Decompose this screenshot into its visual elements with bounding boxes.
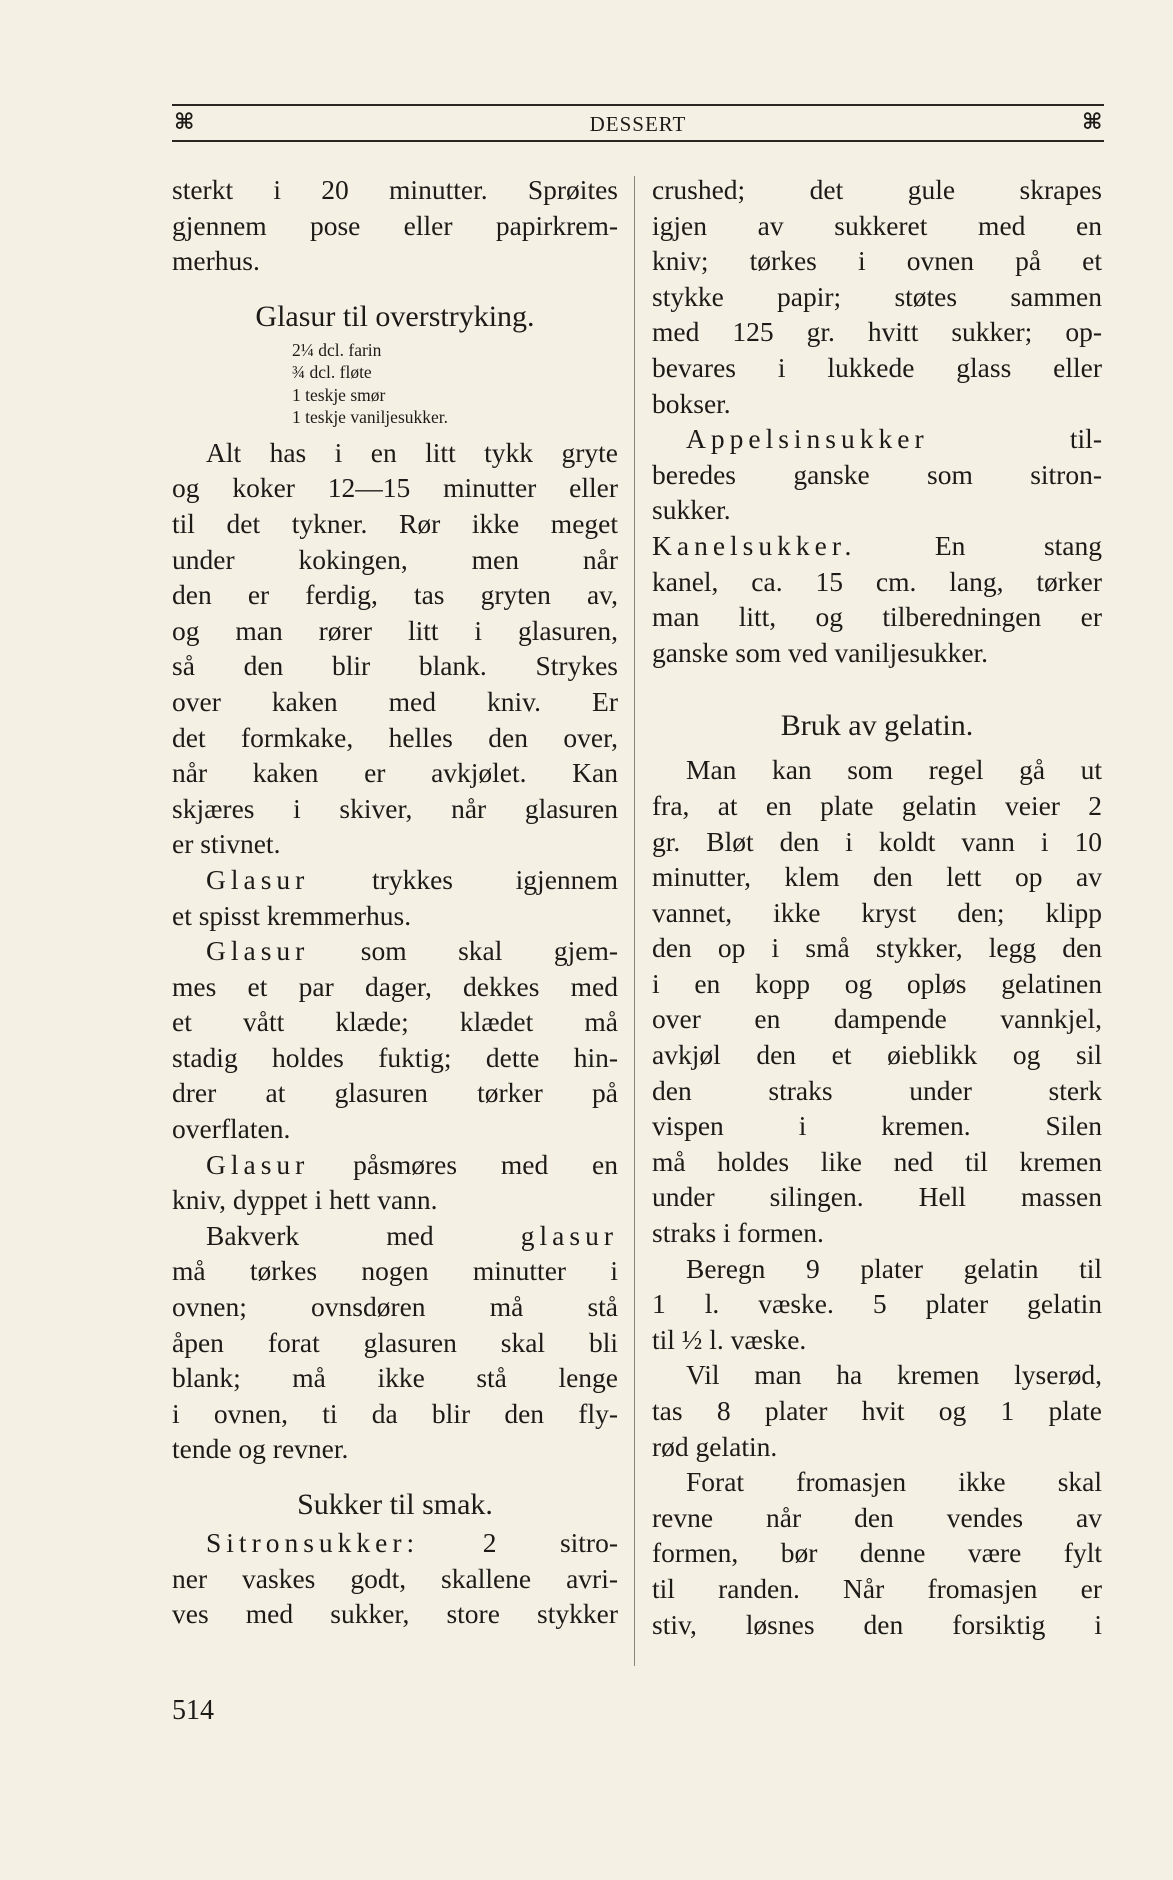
section-heading-sukker: Sukker til smak. (297, 1488, 493, 1521)
text-line: ves med sukker, store stykker (172, 1598, 618, 1630)
text-line: og koker 12—15 minutter eller (172, 472, 618, 504)
text-line: sterkt i 20 minutter. Sprøites (172, 174, 618, 205)
spaced-term: Kanelsukker. (652, 529, 857, 561)
text-line: sukker. (652, 494, 731, 526)
ingredient-item: 1 teskje vaniljesukker. (292, 407, 449, 428)
spacer (172, 279, 618, 299)
text-line: et spisst kremmerhus. (172, 899, 412, 931)
text-line: er stivnet. (172, 828, 281, 860)
text-line: over en dampende vannkjel, (652, 1003, 1102, 1035)
text-line: til ½ l. væske. (652, 1323, 807, 1355)
spaced-term: Glasur (206, 935, 310, 967)
section-heading-gelatin: Bruk av gelatin. (780, 709, 974, 743)
ingredient-list (172, 339, 618, 429)
spaced-term: Sitronsukker: (206, 1527, 420, 1558)
text-line: igjen av sukkeret med en (652, 209, 1102, 241)
text-line: stykke papir; støtes sammen (652, 280, 1102, 312)
text-line: beredes ganske som sitron- (652, 458, 1102, 490)
text-run: trykkes igjennem (372, 863, 618, 895)
spacer (652, 744, 1102, 752)
section-heading-glasur: Glasur til overstryking. (255, 299, 535, 333)
text-line: det formkake, helles den over, (172, 721, 618, 753)
text-line: Beregn 9 plater gelatin til (686, 1252, 1102, 1284)
spacer (652, 670, 1102, 708)
text-line: avkjøl den et øieblikk og sil (652, 1039, 1102, 1071)
text-line: gjennem pose eller papirkrem- (172, 209, 618, 241)
text-line: Forat fromasjen ikke skal (686, 1466, 1102, 1498)
text-line: må holdes like ned til kremen (652, 1145, 1102, 1177)
text-line: vannet, ikke kryst den; klipp (652, 896, 1102, 928)
spacer (172, 1467, 618, 1487)
text-line (172, 1525, 618, 1561)
page-number: 514 (172, 1695, 214, 1726)
text-line: bokser. (652, 387, 731, 419)
right-column (652, 172, 1102, 1642)
text-line: den op i små stykker, legg den (652, 932, 1102, 964)
spaced-term: glasur (520, 1219, 618, 1251)
text-line: til randen. Når fromasjen er (652, 1572, 1102, 1604)
text-run: Bakverk med (206, 1219, 434, 1251)
text-line: stiv, løsnes den forsiktig i (652, 1608, 1102, 1640)
header-rule-top (172, 104, 1104, 106)
text-line: under silingen. Hell massen (652, 1181, 1102, 1213)
text-line: revne når den vendes av (652, 1501, 1102, 1533)
text-line: gr. Bløt den i koldt vann i 10 (652, 825, 1102, 857)
text-line: stadig holdes fuktig; dette hin- (172, 1041, 618, 1073)
header-ornament-left: ⌘ (174, 109, 195, 135)
text-line: overflaten. (172, 1113, 291, 1145)
text-line: den straks under sterk (652, 1074, 1102, 1106)
text-line: tende og revner. (172, 1433, 349, 1465)
text-line: et vått klæde; klædet må (172, 1006, 618, 1038)
text-line: ovnen; ovnsdøren må stå (172, 1291, 618, 1323)
text-line: kanel, ca. 15 cm. lang, tørker (652, 565, 1102, 597)
text-line: og man rører litt i glasuren, (172, 614, 618, 646)
text-line: så den blir blank. Strykes (172, 650, 618, 682)
text-line: tas 8 plater hvit og 1 plate (652, 1395, 1102, 1426)
text-line: mes et par dager, dekkes med (172, 970, 618, 1002)
text-line: 1 l. væske. 5 plater gelatin (652, 1288, 1102, 1320)
text-run: En stang (934, 529, 1102, 561)
header-ornament-right: ⌘ (1082, 109, 1103, 135)
text-line: bevares i lukkede glass eller (652, 351, 1102, 383)
text-line: blank; må ikke stå lenge (172, 1362, 618, 1394)
text-line: rød gelatin. (652, 1430, 778, 1462)
text-line: Man kan som regel gå ut (686, 754, 1102, 786)
text-line: til det tykner. Rør ikke meget (172, 507, 618, 539)
text-line (652, 421, 1102, 457)
text-line: drer at glasuren tørker på (172, 1077, 618, 1109)
ingredient-item: 2¼ dcl. farin (292, 339, 382, 360)
text-run: som skal gjem- (360, 935, 618, 967)
text-line: ganske som ved vaniljesukker. (652, 636, 989, 668)
ingredient-item: ¾ dcl. fløte (292, 362, 372, 383)
text-line: over kaken med kniv. Er (172, 685, 618, 717)
text-line (172, 933, 618, 969)
spaced-term: Glasur (206, 863, 310, 895)
text-line: den er ferdig, tas gryten av, (172, 579, 618, 611)
text-line: Alt has i en litt tykk gryte (206, 436, 618, 468)
text-line: Vil man ha kremen lyserød, (686, 1359, 1102, 1391)
text-line (172, 1218, 618, 1254)
text-line (652, 528, 1102, 564)
left-column (172, 172, 618, 1632)
text-line: under kokingen, men når (172, 543, 618, 575)
text-line (172, 862, 618, 898)
text-line: med 125 gr. hvitt sukker; op- (652, 316, 1102, 348)
text-line: ner vaskes godt, skallene avri- (172, 1562, 618, 1594)
ingredient-item: 1 teskje smør (292, 384, 386, 405)
text-line: straks i formen. (652, 1217, 824, 1249)
text-line: kniv, dyppet i hett vann. (172, 1184, 438, 1216)
text-line: merhus. (172, 245, 260, 277)
text-run: påsmøres med en (353, 1148, 618, 1180)
running-header-title: DESSERT (589, 112, 687, 136)
text-run: 2 sitro- (482, 1527, 618, 1558)
text-line: i en kopp og opløs gelatinen (652, 967, 1102, 999)
text-line: minutter, klem den lett op av (652, 861, 1102, 893)
text-line: man litt, og tilberedningen er (652, 601, 1102, 633)
text-line: vispen i kremen. Silen (652, 1110, 1102, 1142)
text-line: formen, bør denne være fylt (652, 1537, 1102, 1569)
spaced-term: Appelsinsukker (686, 423, 929, 455)
text-line: skjæres i skiver, når glasuren (172, 792, 618, 824)
header-rule-bottom (172, 140, 1104, 142)
text-line: må tørkes nogen minutter i (172, 1255, 618, 1287)
text-line (172, 1147, 618, 1183)
text-line: når kaken er avkjølet. Kan (172, 757, 618, 789)
text-line: fra, at en plate gelatin veier 2 (652, 789, 1102, 821)
text-line: i ovnen, ti da blir den fly- (172, 1397, 618, 1429)
text-line: åpen forat glasuren skal bli (172, 1326, 618, 1358)
text-line: kniv; tørkes i ovnen på et (652, 245, 1102, 277)
text-run: til- (1069, 423, 1102, 455)
spaced-term: Glasur (206, 1148, 310, 1180)
column-divider (634, 176, 635, 1666)
text-line: crushed; det gule skrapes (652, 174, 1102, 205)
